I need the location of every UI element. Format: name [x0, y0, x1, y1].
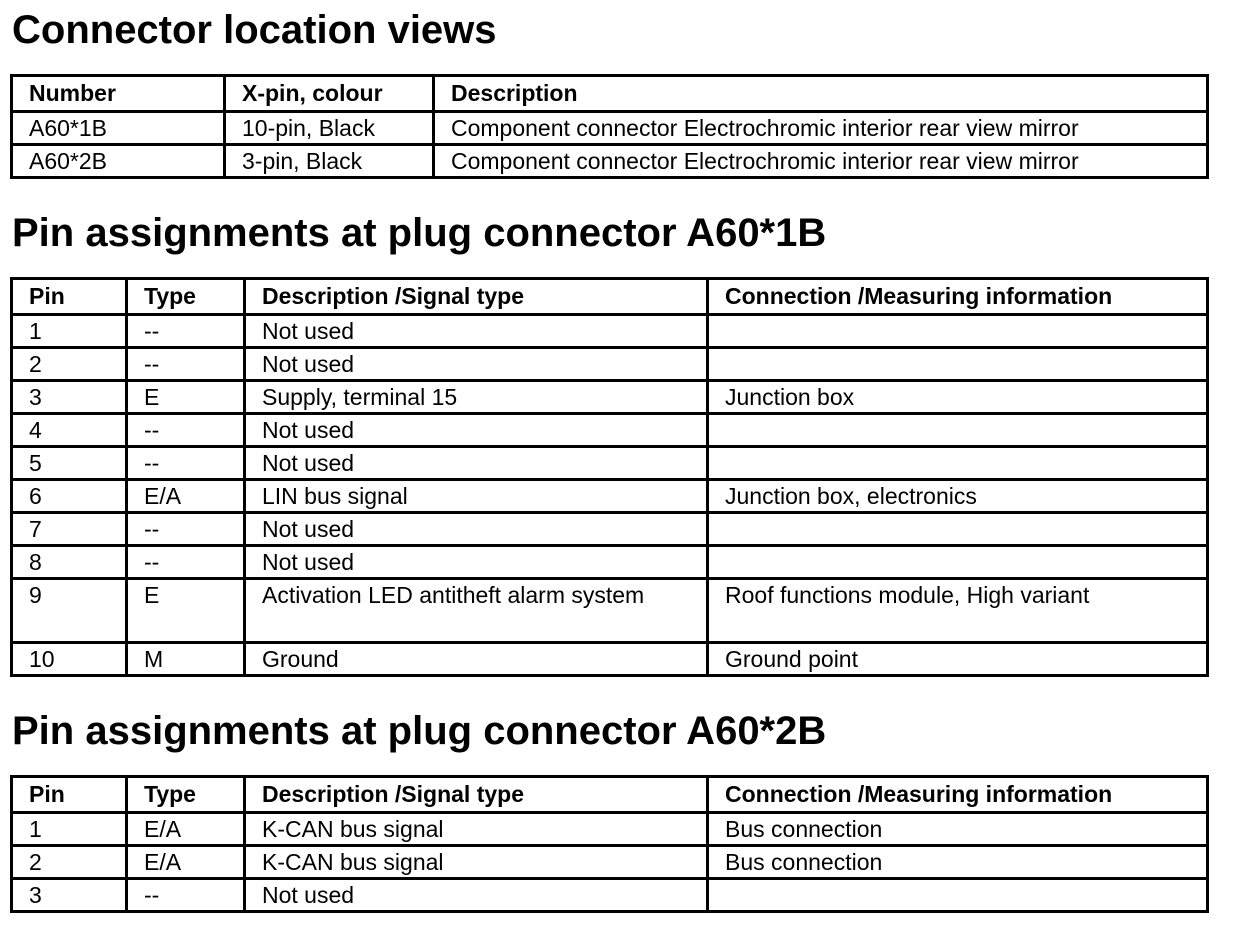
cell-pin: 10 [12, 643, 127, 676]
table-header-row [12, 76, 1208, 112]
cell-signal-type: Not used [245, 546, 708, 579]
cell-signal-type: Activation LED antitheft alarm system [245, 579, 708, 643]
cell-signal-type: Not used [245, 879, 708, 912]
cell-signal-type: Not used [245, 513, 708, 546]
table-row [12, 447, 1208, 480]
table-row [12, 643, 1208, 676]
pin-assignments-a60-1b-table [10, 277, 1209, 677]
cell-pin: 9 [12, 579, 127, 643]
cell-pin: 3 [12, 879, 127, 912]
cell-description: Component connector Electrochromic interior rear view mirror [434, 112, 1208, 145]
cell-signal-type: K-CAN bus signal [245, 846, 708, 879]
cell-type: -- [127, 546, 245, 579]
table-header-row [12, 777, 1208, 813]
table-row [12, 579, 1208, 643]
table-row [12, 546, 1208, 579]
cell-type: -- [127, 315, 245, 348]
cell-type: -- [127, 447, 245, 480]
cell-number: A60*2B [12, 145, 225, 178]
table-row [12, 381, 1208, 414]
column-header-type: Type [127, 279, 245, 315]
cell-connection: Junction box [708, 381, 1208, 414]
cell-type: -- [127, 513, 245, 546]
cell-pin: 1 [12, 813, 127, 846]
cell-type: E [127, 381, 245, 414]
column-header-x-pin-colour: X-pin, colour [225, 76, 434, 112]
column-header-description: Description [434, 76, 1208, 112]
cell-pin: 7 [12, 513, 127, 546]
cell-connection [708, 414, 1208, 447]
cell-pin: 2 [12, 846, 127, 879]
table-row [12, 813, 1208, 846]
cell-type: E/A [127, 480, 245, 513]
cell-pin: 3 [12, 381, 127, 414]
table-row [12, 879, 1208, 912]
cell-connection [708, 315, 1208, 348]
cell-signal-type: Supply, terminal 15 [245, 381, 708, 414]
cell-type: M [127, 643, 245, 676]
column-header-type: Type [127, 777, 245, 813]
cell-connection: Bus connection [708, 846, 1208, 879]
pin-assignments-a60-1b-heading: Pin assignments at plug connector A60*1B [12, 211, 827, 255]
cell-x-pin-colour: 3-pin, Black [225, 145, 434, 178]
cell-type: -- [127, 879, 245, 912]
cell-signal-type: K-CAN bus signal [245, 813, 708, 846]
cell-type: E/A [127, 846, 245, 879]
cell-pin: 8 [12, 546, 127, 579]
cell-connection: Ground point [708, 643, 1208, 676]
cell-pin: 2 [12, 348, 127, 381]
column-header-signal-type: Description /Signal type [245, 777, 708, 813]
cell-type: E [127, 579, 245, 643]
pin-assignments-a60-2b-heading: Pin assignments at plug connector A60*2B [12, 709, 827, 753]
cell-signal-type: LIN bus signal [245, 480, 708, 513]
column-header-signal-type: Description /Signal type [245, 279, 708, 315]
table-row [12, 513, 1208, 546]
cell-connection: Junction box, electronics [708, 480, 1208, 513]
table-row [12, 846, 1208, 879]
cell-signal-type: Not used [245, 315, 708, 348]
cell-connection [708, 348, 1208, 381]
cell-pin: 5 [12, 447, 127, 480]
table-row [12, 348, 1208, 381]
table-row [12, 315, 1208, 348]
column-header-connection: Connection /Measuring information [708, 777, 1208, 813]
cell-connection [708, 546, 1208, 579]
table-row [12, 112, 1208, 145]
cell-type: -- [127, 414, 245, 447]
cell-pin: 1 [12, 315, 127, 348]
cell-signal-type: Not used [245, 414, 708, 447]
cell-number: A60*1B [12, 112, 225, 145]
cell-signal-type: Not used [245, 348, 708, 381]
column-header-pin: Pin [12, 777, 127, 813]
cell-type: -- [127, 348, 245, 381]
cell-x-pin-colour: 10-pin, Black [225, 112, 434, 145]
cell-connection [708, 447, 1208, 480]
column-header-connection: Connection /Measuring information [708, 279, 1208, 315]
column-header-pin: Pin [12, 279, 127, 315]
cell-signal-type: Ground [245, 643, 708, 676]
cell-connection: Roof functions module, High variant [708, 579, 1208, 643]
table-row [12, 480, 1208, 513]
pin-assignments-a60-2b-table [10, 775, 1209, 913]
connector-location-table [10, 74, 1209, 179]
cell-type: E/A [127, 813, 245, 846]
table-header-row [12, 279, 1208, 315]
cell-signal-type: Not used [245, 447, 708, 480]
cell-connection [708, 879, 1208, 912]
table-row [12, 414, 1208, 447]
cell-description: Component connector Electrochromic interior rear view mirror [434, 145, 1208, 178]
cell-connection: Bus connection [708, 813, 1208, 846]
cell-connection [708, 513, 1208, 546]
cell-pin: 4 [12, 414, 127, 447]
column-header-number: Number [12, 76, 225, 112]
table-row [12, 145, 1208, 178]
cell-pin: 6 [12, 480, 127, 513]
connector-location-views-heading: Connector location views [12, 8, 497, 52]
